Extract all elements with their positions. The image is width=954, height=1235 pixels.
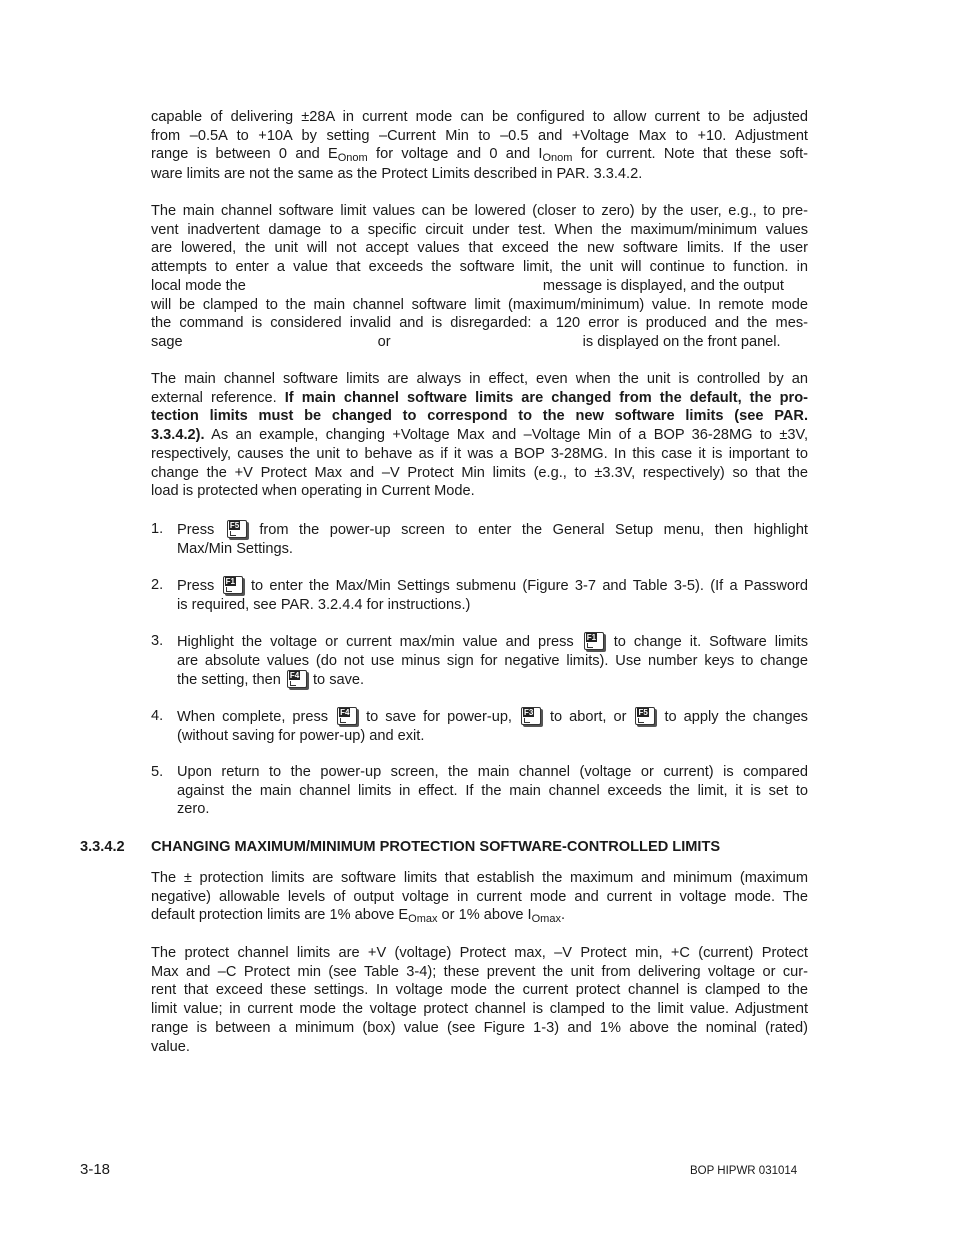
text-line: change the +V Protect Max and –V Protect Min limits (e.g., to ±3.3V, respectively) so that the — [151, 464, 808, 481]
f4-key-icon: F4 — [287, 670, 307, 688]
f4-key-icon: F4 — [337, 707, 357, 725]
text-line: load is protected when operating in Current Mode. — [151, 483, 475, 500]
text-line: external reference. If main channel software limits are changed from the default, the pro- — [151, 389, 808, 406]
text-line: The ± protection limits are software limits that establish the maximum and minimum (maximum — [151, 870, 808, 886]
text-line: default protection limits are 1% above $E_{Omax}$ or 1% above $I_{Omax}$. — [151, 907, 566, 926]
text-line: Highlight the voltage or current max/min value and press F1 to change it. Software limits — [177, 633, 808, 650]
section-title: CHANGING MAXIMUM/MINIMUM PROTECTION SOFTWARE-CONTROLLED LIMITS — [151, 839, 721, 855]
text-line: When complete, press F4 to save for power-up, F3 to abort, or F5 to apply the changes — [177, 708, 808, 725]
text-line: tection limits must be changed to correspond to the new software limits (see PAR. — [151, 408, 808, 425]
paragraph-limits-in-effect — [151, 370, 808, 501]
text-line: are lowered, the unit will not accept values that exceed the new software limits. If the user — [151, 240, 808, 257]
text-line: sage or is displayed on the front panel. — [151, 333, 781, 350]
text-line: from –0.5A to +10A by setting –Current Min to –0.5 and +Voltage Max to +10. Adjustment — [151, 127, 808, 144]
text-line: negative) allowable levels of output voltage in current mode and current in voltage mode. The — [151, 888, 808, 905]
text-line: ware limits are not the same as the Protect Limits described in PAR. 3.3.4.2. — [151, 166, 643, 183]
text-line: capable of delivering ±28A in current mode can be configured to allow current to be adjusted — [151, 109, 808, 125]
text-line: the setting, then F4 to save. — [177, 671, 365, 689]
f5-key-icon: F5 — [635, 707, 655, 725]
page-number: 3-18 — [80, 1161, 111, 1178]
document-page: capable of delivering ±28A in current mode can be configured to allow current to be adjusted from –0.5A to +10A by setting –Current Min to –0.5 and +Voltage Max to +10. Adjustment range is between 0 and $E_{Onom}$ for voltage and 0 and $I_{Onom}$ for current. Note that these soft- ware limits are not the same as the Protect Limits described in PAR. 3.3.4.2. The main channel software limit values can be lowered (closer to zero) by the user, e.g., to pre- vent inadvertent damage to a specific circuit under test. When the maximum/minimum values are lowered, the unit will not accept values that exceed the new software limits. If the user attempts to enter a value that exceeds the software limit, the unit will continue to function. in local mode the message is displayed, and the output will be clamped to the main channel software limit (maximum/minimum) value. In remote mode the command is considered invalid and is disregarded: a 120 error is produced and the mes- sage or is displayed on the front panel. The main channel software limits are always in effect, even when the unit is controlled by an external reference. If main channel software limits are changed from the default, the pro- tection limits must be changed to correspond to the new software limits (see PAR. 3.3.4.2). As an example, changing +Voltage Max and –Voltage Min of a BOP 36-28MG to ±3V, respectively, causes the unit to behave as if it was a BOP 3-28MG. In this case it is important to change the +V Protect Max and –V Protect Min limits (e.g., to ±3.3V, respectively) so that the load is protected when operating in Current Mode. 1. Press F5 from the power-up screen to enter the General Setup menu, then highlight Max/Min Settings. 2. Press F1 to enter the Max/Min Settings submenu (Figure 3-7 and Table 3-5). (If a Password is required, see PAR. 3.2.4.4 for instructions.) 3. Highlight the voltage or current max/min value and press F1 to change it. Software limits are absolute values (do not use minus sign for negative limits). Use number keys to change the setting, then F4 to save. 4. When complete, press F4 to save for power-up, F3 to abort, or F5 to apply the changes (without saving for power-up) and exit. 5. Upon return to the power-up screen, the main channel (voltage or current) is compared against the main channel limits in effect. If the main channel exceeds the limit, it is set to zero. 3.3.4.2 CHANGING MAXIMUM/MINIMUM PROTECTION SOFTWARE-CONTROLLED LIMITS The ± protection limits are software limits that establish the maximum and minimum (maximum negative) allowable levels of output voltage in current mode and current in voltage mode. The default protection limits are 1% above $E_{Omax}$ or 1% above $I_{Omax}$. The protect channel limits are +V (voltage) Protect max, –V Protect min, +C (current) Protect Max and –C Protect min (see Table 3-4); these prevent the unit from delivering voltage or cur- rent that exceed these settings. In voltage mode the current protect channel is clamped to the limit value; in current mode the voltage protect channel is clamped to the limit value. Adjustment range is between a minimum (box) value (see Figure 1-3) and 1% above the nominal (rated) value. 3-18 BOP HIPWR 031014 — [80, 109, 809, 1178]
document-id: BOP HIPWR 031014 — [690, 1165, 798, 1177]
f5-key-icon: F5 — [227, 520, 247, 538]
text-line: The main channel software limit values can be lowered (closer to zero) by the user, e.g., to pre- — [151, 203, 808, 219]
section-number: 3.3.4.2 — [80, 839, 125, 855]
text-line: The protect channel limits are +V (voltage) Protect max, –V Protect min, +C (current) Protect — [151, 945, 808, 961]
paragraph-software-limits-example — [151, 108, 808, 184]
text-line: Press F5 from the power-up screen to enter the General Setup menu, then highlight — [177, 521, 808, 538]
text-line: rent that exceed these settings. In voltage mode the current protect channel is clamped to the — [151, 982, 808, 999]
text-line: value. — [151, 1038, 190, 1055]
text-line: range is between a minimum (box) value (see Figure 1-3) and 1% above the nominal (rated) — [151, 1019, 808, 1036]
text-line: 3.3.4.2). As an example, changing +Voltage Max and –Voltage Min of a BOP 36-28MG to ±3V, — [151, 427, 808, 444]
f3-key-icon: F3 — [521, 707, 541, 725]
f1-key-icon: F1 — [584, 632, 604, 650]
text-line: attempts to enter a value that exceeds the software limit, the unit will continue to function. in — [151, 259, 808, 276]
text-line: range is between 0 and $E_{Onom}$ for voltage and 0 and $I_{Onom}$ for current. Note that these soft- — [151, 146, 809, 165]
text-line: The main channel software limits are always in effect, even when the unit is controlled by an — [151, 371, 808, 387]
text-line: vent inadvertent damage to a specific circuit under test. When the maximum/minimum values — [151, 221, 808, 238]
paragraph-protect-channel-limits — [151, 944, 808, 1056]
paragraph-protection-limits — [151, 869, 808, 926]
paragraph-lowering-limits — [151, 202, 808, 352]
text-line: will be clamped to the main channel software limit (maximum/minimum) value. In remote mode — [151, 296, 808, 313]
text-line: Max and –C Protect min (see Table 3-4); these prevent the unit from delivering voltage or cur- — [151, 963, 808, 980]
text-line: respectively, causes the unit to behave as if it was a BOP 3-28MG. In this case it is important to — [151, 445, 808, 462]
text-line: limit value; in current mode the voltage protect channel is clamped to the limit value. Adjustment — [151, 1001, 808, 1018]
text-line: local mode the message is displayed, and the output — [151, 277, 784, 294]
text-line: the command is considered invalid and is disregarded: a 120 error is produced and the mes- — [151, 315, 808, 332]
f1-key-icon: F1 — [223, 576, 243, 594]
text-line: Press F1 to enter the Max/Min Settings submenu (Figure 3-7 and Table 3-5). (If a Password — [177, 577, 808, 594]
